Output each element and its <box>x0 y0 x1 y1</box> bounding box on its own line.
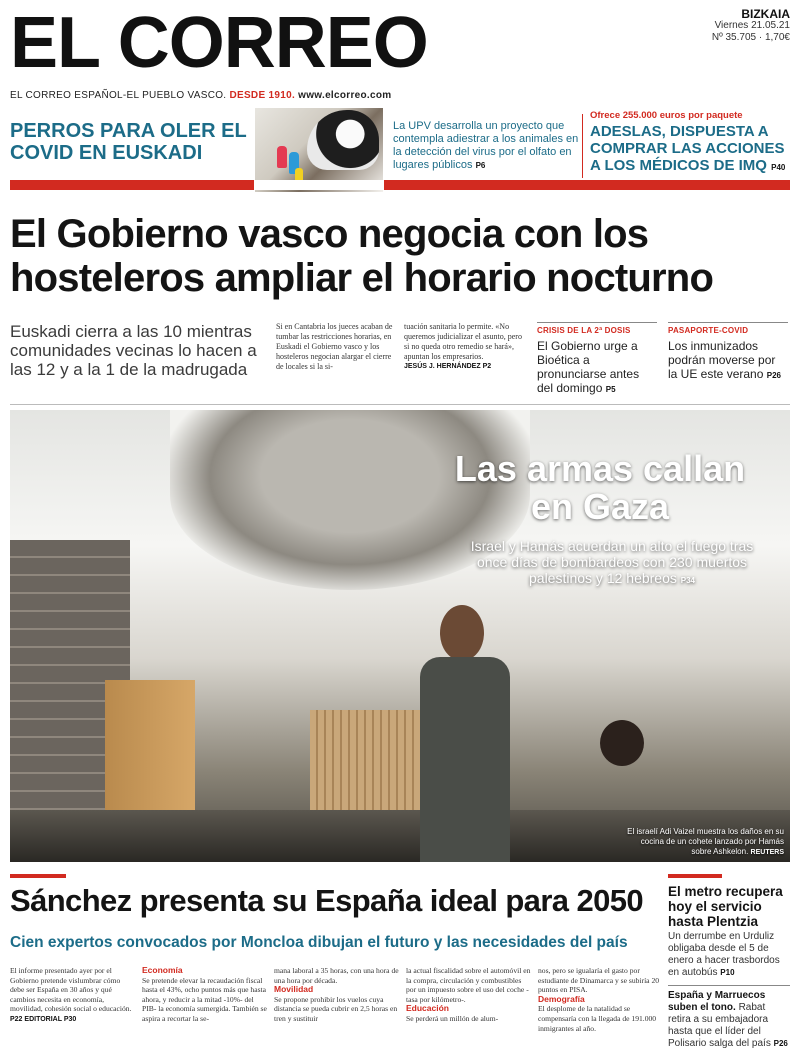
second-body-col1 <box>10 966 136 1025</box>
kicker-demografia: Demografía <box>538 993 585 1004</box>
side-teaser-bioetica[interactable] <box>537 322 657 397</box>
page-ref: P26 <box>773 1039 788 1048</box>
teaser-dogs-headline[interactable]: PERROS PARA OLER EL COVID EN EUSKADI <box>10 120 247 164</box>
metro-text-body: Un derrumbe en Urduliz obligaba desde el 5 de enero a hacer trasbordos en autobús <box>668 931 780 978</box>
page-ref: P5 <box>605 385 616 394</box>
side-teaser-text-body: El Gobierno urge a Bioética a pronunciarse antes del domingo <box>537 339 640 395</box>
red-accent <box>10 874 66 878</box>
second-body-col5 <box>538 966 664 1033</box>
second-headline[interactable]: Sánchez presenta su España ideal para 2050 <box>10 883 644 918</box>
second-body-col4b-text: Se perderá un millón de alum- <box>406 1013 499 1023</box>
website-link[interactable]: www.elcorreo.com <box>298 90 392 101</box>
second-body-col5-text: nos, pero se igualaría el gasto por estudiante de Dinamarca y se subiría 20 puntos en PISA. <box>538 966 660 995</box>
issue-number-price: Nº 35.705 · 1,70€ <box>711 32 790 43</box>
page-ref: P34 <box>680 576 695 585</box>
kicker-movilidad: Movilidad <box>274 984 314 995</box>
red-rule-gap <box>254 180 384 190</box>
side-teaser-kicker: CRISIS DE LA 2ª DOSIS <box>537 326 631 335</box>
second-body-col4-text: la actual fiscalidad sobre el automóvil en la compra, circulación y combustibles por un impuesto sobre el uso del coche -tasa por kilómetro-. <box>406 966 531 1004</box>
side-teaser-text <box>668 339 788 383</box>
lead-body-col2 <box>404 322 524 372</box>
man-figure <box>410 605 520 862</box>
metro-headline[interactable]: El metro recupera hoy el servicio hasta Plentzia <box>668 884 783 929</box>
side-teaser-text <box>537 339 657 397</box>
teaser-divider <box>582 114 583 178</box>
side-teaser-text-body: Los inmunizados podrán moverse por la UE este verano <box>668 339 776 381</box>
tagline-since: DESDE 1910. <box>229 90 296 101</box>
kitchen-cabinet <box>105 680 195 830</box>
section-rule <box>10 404 790 405</box>
masthead <box>10 4 790 104</box>
lead-byline <box>404 362 524 372</box>
red-rule <box>10 180 790 190</box>
kicker-economia: Economía <box>142 965 183 975</box>
dog-image <box>307 110 379 170</box>
metro-text <box>668 931 790 979</box>
photo-headline[interactable]: Las armas callan en Gaza <box>454 448 746 527</box>
second-refs: P22 EDITORIAL P30 <box>10 1015 77 1023</box>
photo-credit: REUTERS <box>750 849 784 856</box>
second-body-col5b-text: El desplome de la natalidad se compensaría con la llegada de 191.000 inmigrantes al año. <box>538 1004 657 1033</box>
tagline <box>10 90 391 101</box>
man-head <box>440 605 484 661</box>
photo-caption <box>624 827 784 858</box>
byline-author: JESÚS J. HERNÁNDEZ <box>404 363 481 370</box>
page-ref: P6 <box>475 161 486 170</box>
lead-headline[interactable]: El Gobierno vasco negocia con los hosteleros ampliar el horario nocturno <box>10 212 714 300</box>
page-ref: P10 <box>720 968 735 977</box>
second-body-col4 <box>406 966 532 1024</box>
teaser-adeslas[interactable] <box>590 110 790 176</box>
byline-page: P2 <box>482 363 492 370</box>
second-body-col3b-text: Se propone prohibir los vuelos cuya distancia se pueda cubrir en 2,5 horas en tren y sustituir <box>274 994 398 1023</box>
marruecos-text: Rabat retira a su embajadora hasta que el líder del Polisario salga del país <box>668 1002 771 1049</box>
side-teaser-rule <box>668 322 788 323</box>
second-body-col1-text: El informe presentado ayer por el Gobierno pretende vislumbrar cómo debe ser España en 30 años y qué cambios necesita en economía, movilidad, cohesión social o educación. <box>10 966 132 1014</box>
second-body-col3-text: mana laboral a 35 horas, con una hora de una hora por década. <box>274 966 399 985</box>
second-body-col3 <box>274 966 400 1024</box>
gaza-photo[interactable] <box>10 410 790 862</box>
lead-subhead: Euskadi cierra a las 10 mientras comunidades vecinas lo hacen a las 12 y a la 1 de la madrugada <box>10 322 257 379</box>
marruecos-teaser[interactable] <box>668 990 790 1050</box>
lead-body-col2-text: tuación sanitaria lo permite. «No queremos judicializar el asunto, pero si no queda otro remedio se hará», apuntan los empresarios. <box>404 322 522 361</box>
page-ref: P40 <box>771 163 786 172</box>
photo-caption-text: El israelí Adi Vaizel muestra los daños en su cocina de un cohete lanzado por Hamás sobre Ashkelon. <box>627 827 784 856</box>
tagline-main: EL CORREO ESPAÑOL-EL PUEBLO VASCO. <box>10 90 227 101</box>
newspaper-logo[interactable]: EL CORREO <box>10 3 428 83</box>
teaser-adeslas-headline-text: ADESLAS, DISPUESTA A COMPRAR LAS ACCIONES A LOS MÉDICOS DE IMQ <box>590 123 785 174</box>
teaser-adeslas-headline <box>590 123 790 176</box>
photo-subhead-text: Israel y Hamás acuerdan un alto el fuego tras once días de bombardeos con 230 muertos palestinos y 12 hebreos <box>470 538 754 586</box>
second-body-col2-text: Se pretende elevar la recaudación fiscal hasta el 43%, ocho puntos más que hasta ahora, y reducir a la mitad -10%- del PIB- la economía sumergida. También se aspira a recortar la se- <box>142 975 267 1023</box>
red-accent <box>668 874 722 878</box>
teaser-adeslas-kicker: Ofrece 255.000 euros por paquete <box>590 110 743 121</box>
man-body <box>420 657 510 862</box>
right-column-teasers <box>668 884 790 1050</box>
right-column-rule <box>668 985 790 986</box>
side-teaser-rule <box>537 322 657 323</box>
marruecos-headline: España y Marruecos suben el tono. <box>668 990 766 1013</box>
second-subhead: Cien expertos convocados por Moncloa dibujan el futuro y las necesidades del país <box>10 934 628 951</box>
kicker-educacion: Educación <box>406 1003 449 1014</box>
side-teaser-pasaporte[interactable] <box>668 322 788 383</box>
page-ref: P26 <box>766 371 781 380</box>
sample-cone-red <box>277 146 287 168</box>
region-label: BIZKAIA <box>741 7 790 21</box>
teaser-upv-text[interactable] <box>393 120 583 172</box>
second-body-col2 <box>142 966 268 1024</box>
issue-date: Viernes 21.05.21 <box>714 20 790 31</box>
lead-body-col1: Si en Cantabria los jueces acaban de tumbar las restricciones horarias, en Euskadi el Gobierno vasco y los hosteleros negocian alargar el cierre de locales si la si- <box>276 322 393 371</box>
teaser-upv-body: La UPV desarrolla un proyecto que contempla adiestrar a los animales en la detección del virus por el olfato en lugares públicos <box>393 120 579 171</box>
photo-subhead <box>462 538 762 589</box>
side-teaser-kicker: PASAPORTE-COVID <box>668 326 749 335</box>
woman-figure <box>600 720 644 766</box>
edition-info <box>712 8 790 44</box>
